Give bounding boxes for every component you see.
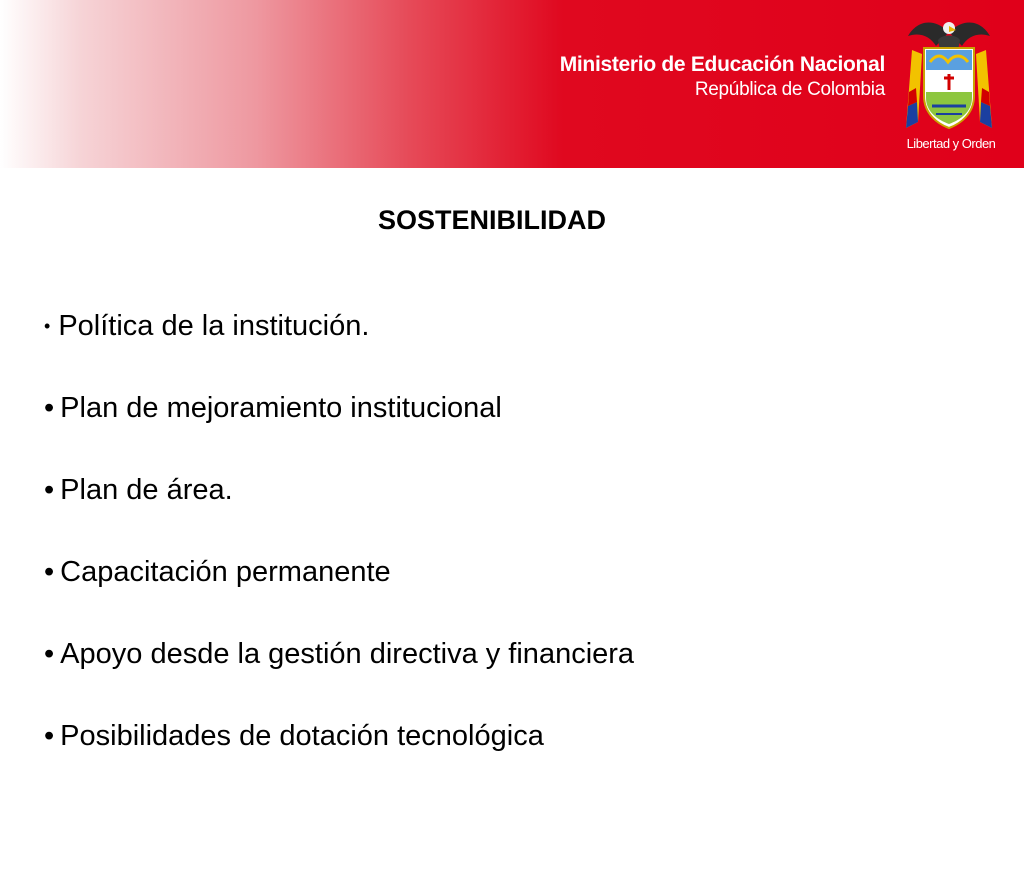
list-item: [44, 308, 634, 390]
ministry-name: Ministerio de Educación Nacional: [559, 53, 885, 76]
bullet-icon: •: [44, 474, 55, 506]
list-item-text: Plan de área.: [60, 474, 233, 506]
bullet-icon: •: [44, 316, 51, 336]
list-item-text: Apoyo desde la gestión directiva y financiera: [60, 638, 635, 670]
list-item-text: Plan de mejoramiento institucional: [60, 392, 502, 424]
list-item-text: Posibilidades de dotación tecnológica: [60, 720, 544, 752]
motto-text: Libertad y Orden: [906, 136, 996, 151]
list-item: [44, 636, 634, 718]
list-item: [44, 390, 634, 472]
bullet-icon: •: [44, 720, 55, 752]
list-item-text: Política de la institución.: [58, 310, 370, 342]
list-item: [44, 554, 634, 636]
bullet-icon: •: [44, 556, 55, 588]
list-item-text: Capacitación permanente: [60, 556, 391, 588]
bullet-icon: •: [44, 638, 55, 670]
list-item: [44, 718, 634, 800]
header-banner: [0, 0, 1024, 168]
list-item: [44, 472, 634, 554]
slide-title: SOSTENIBILIDAD: [377, 205, 606, 235]
colombia-coat-of-arms-icon: [902, 10, 996, 134]
ministry-country: República de Colombia: [694, 79, 885, 100]
bullet-icon: •: [44, 392, 55, 424]
ministry-block: [560, 52, 885, 102]
bullet-list: [44, 308, 634, 800]
